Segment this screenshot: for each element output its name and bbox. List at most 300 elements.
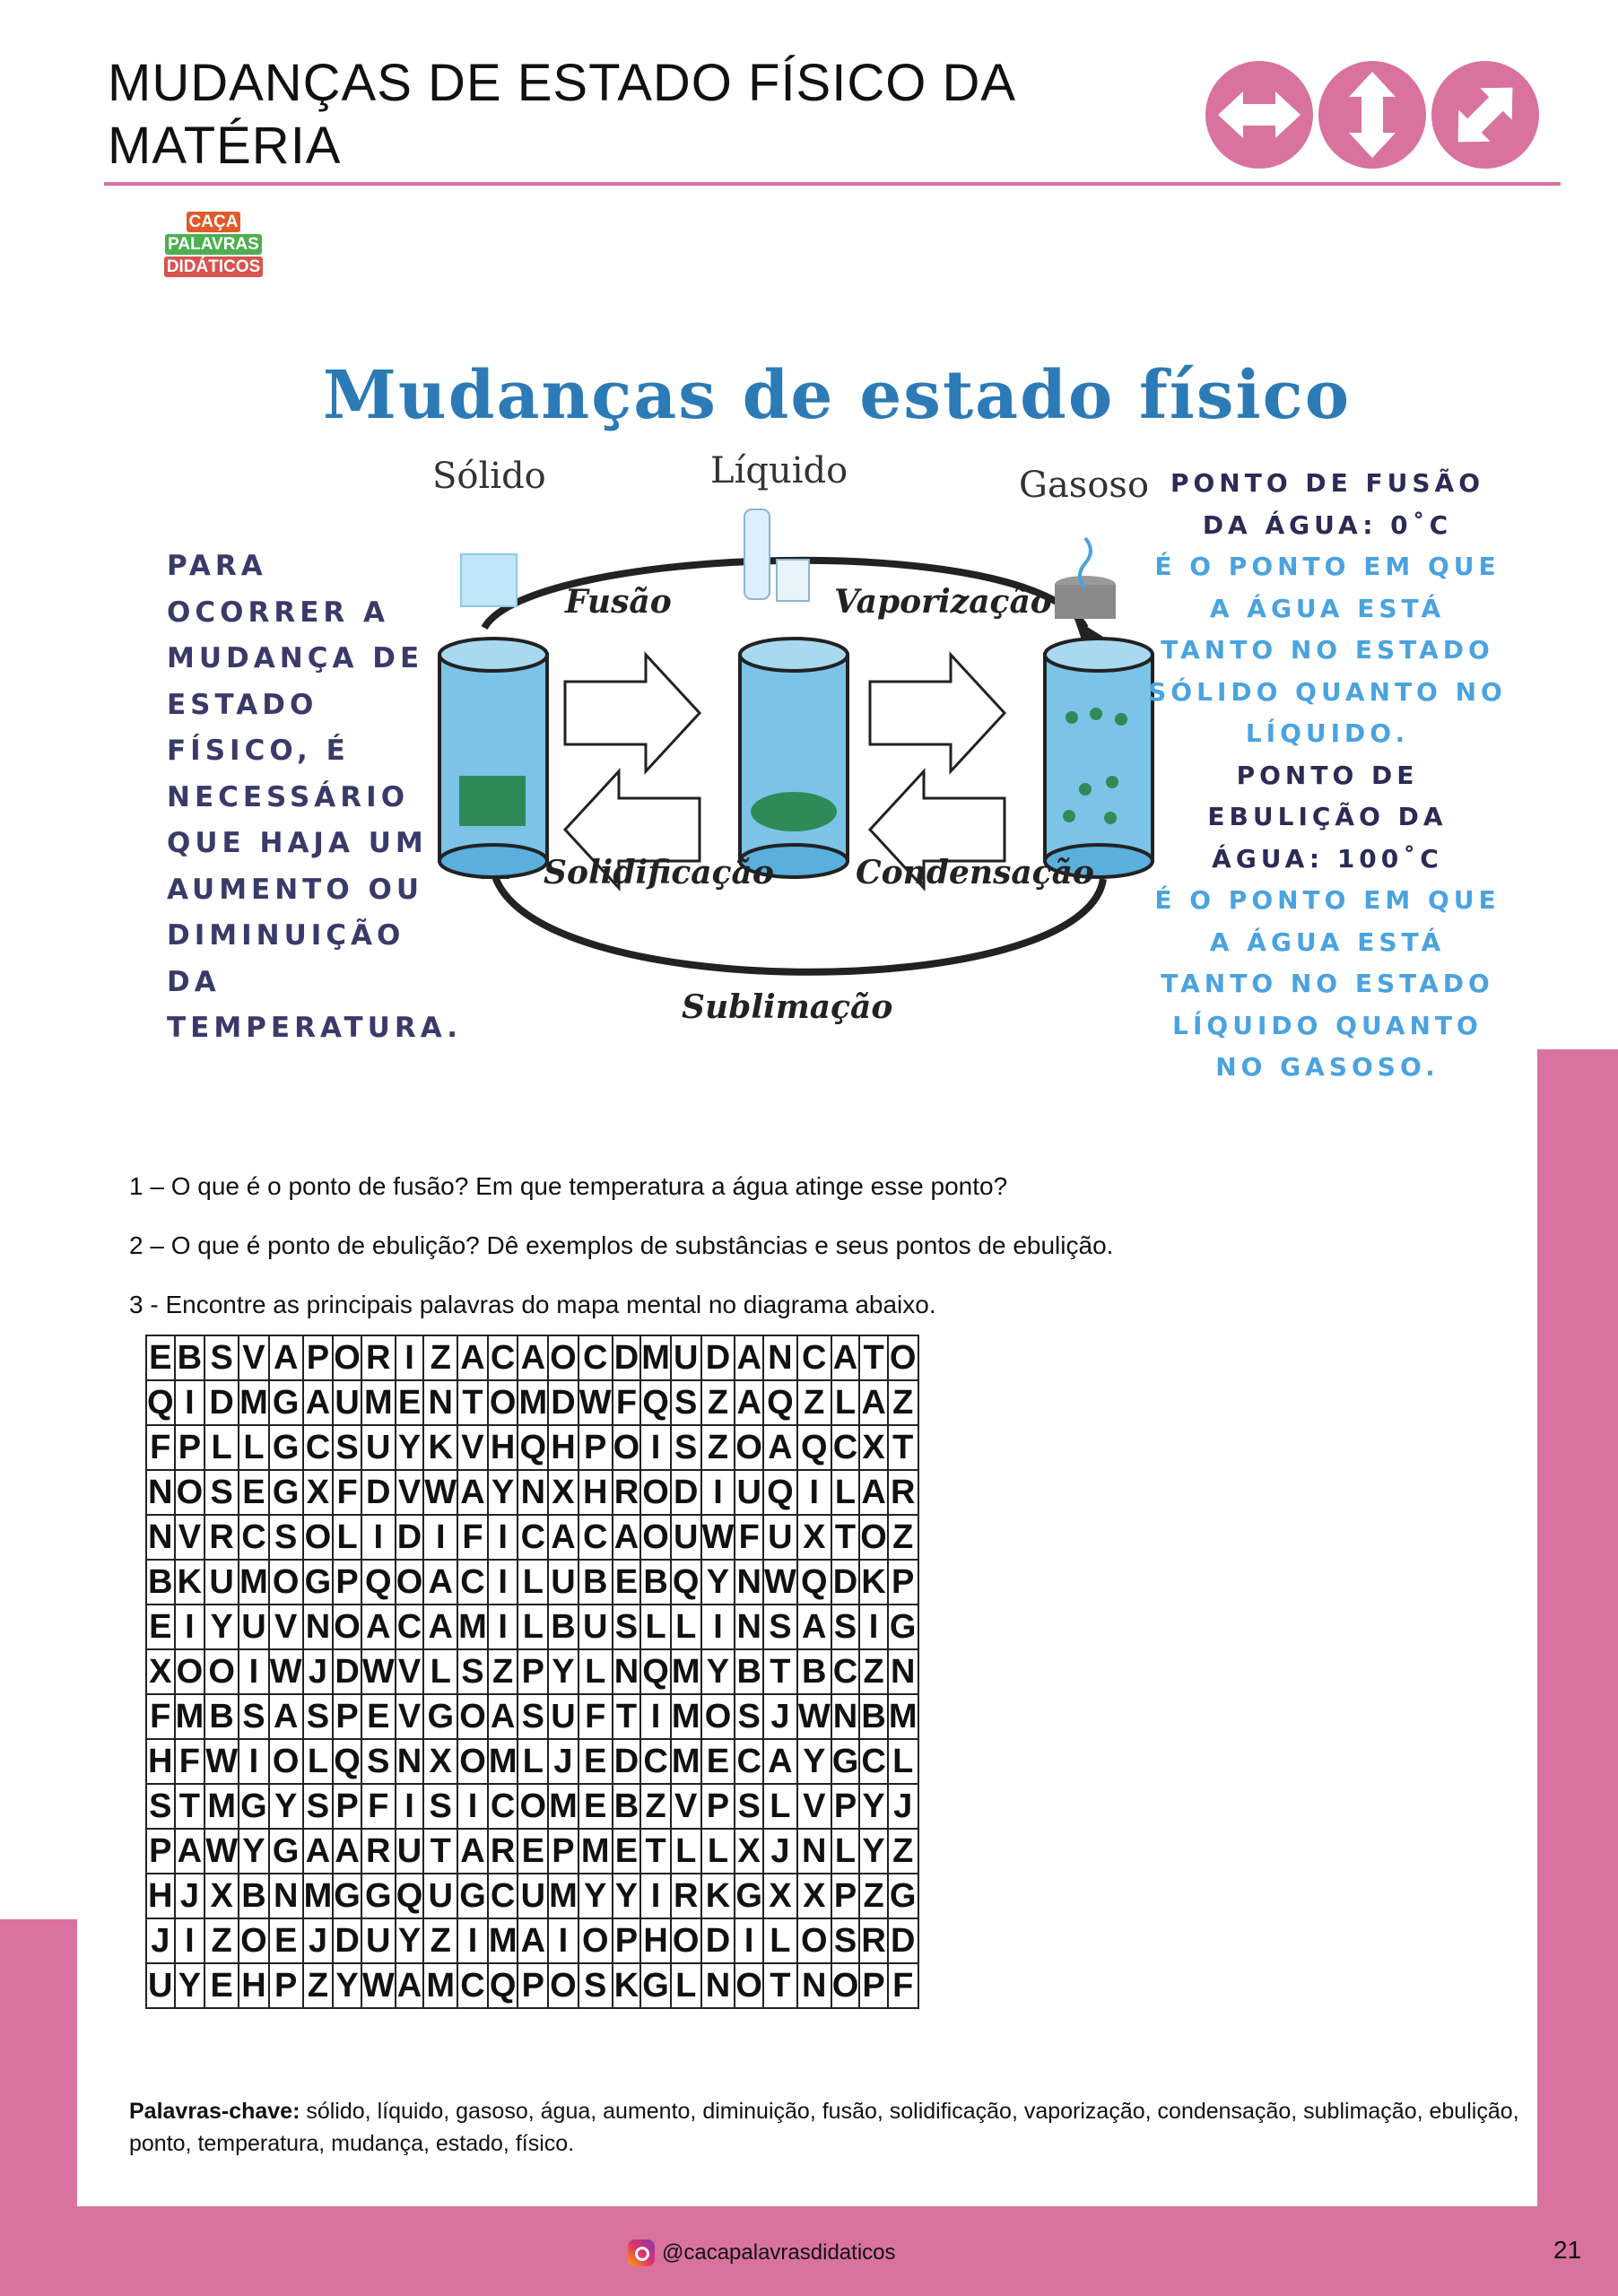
grid-cell[interactable]: F: [735, 1515, 763, 1560]
grid-cell[interactable]: W: [204, 1739, 239, 1784]
grid-cell[interactable]: X: [204, 1874, 239, 1918]
grid-cell[interactable]: I: [701, 1470, 735, 1515]
grid-cell[interactable]: V: [239, 1335, 269, 1380]
grid-cell[interactable]: H: [146, 1874, 175, 1918]
grid-cell[interactable]: E: [578, 1739, 613, 1784]
grid-cell[interactable]: L: [518, 1739, 548, 1784]
grid-cell[interactable]: T: [457, 1380, 488, 1425]
grid-cell[interactable]: B: [146, 1560, 175, 1605]
grid-cell[interactable]: C: [457, 1963, 488, 2008]
grid-cell[interactable]: S: [671, 1380, 701, 1425]
grid-cell[interactable]: C: [578, 1515, 613, 1560]
grid-cell[interactable]: G: [269, 1829, 303, 1874]
grid-cell[interactable]: E: [578, 1784, 613, 1829]
grid-cell[interactable]: N: [146, 1470, 175, 1515]
grid-cell[interactable]: P: [269, 1963, 303, 2008]
grid-cell[interactable]: J: [175, 1874, 205, 1918]
grid-cell[interactable]: U: [396, 1829, 424, 1874]
grid-cell[interactable]: W: [361, 1963, 396, 2008]
grid-cell[interactable]: T: [763, 1963, 797, 2008]
grid-cell[interactable]: T: [423, 1829, 457, 1874]
grid-cell[interactable]: O: [518, 1784, 548, 1829]
grid-cell[interactable]: S: [269, 1515, 303, 1560]
grid-cell[interactable]: L: [518, 1560, 548, 1605]
grid-cell[interactable]: F: [457, 1515, 488, 1560]
grid-cell[interactable]: G: [457, 1874, 488, 1918]
grid-cell[interactable]: W: [797, 1694, 831, 1739]
grid-cell[interactable]: I: [361, 1515, 396, 1560]
grid-cell[interactable]: S: [146, 1784, 175, 1829]
grid-cell[interactable]: O: [396, 1560, 424, 1605]
grid-cell[interactable]: I: [239, 1739, 269, 1784]
grid-cell[interactable]: F: [578, 1694, 613, 1739]
grid-cell[interactable]: I: [548, 1918, 578, 1963]
grid-cell[interactable]: E: [701, 1739, 735, 1784]
grid-cell[interactable]: Q: [146, 1380, 175, 1425]
grid-cell[interactable]: U: [735, 1470, 763, 1515]
grid-cell[interactable]: Z: [859, 1874, 888, 1918]
grid-cell[interactable]: A: [488, 1694, 518, 1739]
grid-cell[interactable]: Y: [859, 1829, 888, 1874]
grid-cell[interactable]: I: [488, 1605, 518, 1649]
grid-cell[interactable]: G: [888, 1874, 918, 1918]
grid-cell[interactable]: S: [303, 1694, 334, 1739]
grid-cell[interactable]: M: [671, 1649, 701, 1694]
grid-cell[interactable]: N: [396, 1739, 424, 1784]
grid-cell[interactable]: P: [888, 1560, 918, 1605]
grid-cell[interactable]: G: [303, 1560, 334, 1605]
grid-cell[interactable]: Q: [763, 1470, 797, 1515]
grid-cell[interactable]: O: [239, 1918, 269, 1963]
grid-cell[interactable]: I: [396, 1784, 424, 1829]
grid-cell[interactable]: E: [613, 1560, 641, 1605]
grid-cell[interactable]: A: [333, 1829, 361, 1874]
grid-cell[interactable]: J: [548, 1739, 578, 1784]
grid-cell[interactable]: J: [763, 1829, 797, 1874]
grid-cell[interactable]: G: [735, 1874, 763, 1918]
grid-cell[interactable]: Q: [640, 1649, 671, 1694]
grid-cell[interactable]: A: [269, 1335, 303, 1380]
grid-cell[interactable]: Q: [396, 1874, 424, 1918]
grid-cell[interactable]: K: [859, 1560, 888, 1605]
grid-cell[interactable]: Q: [361, 1560, 396, 1605]
grid-cell[interactable]: E: [361, 1694, 396, 1739]
grid-cell[interactable]: M: [888, 1694, 918, 1739]
grid-cell[interactable]: Y: [578, 1874, 613, 1918]
grid-cell[interactable]: C: [488, 1874, 518, 1918]
grid-cell[interactable]: P: [303, 1335, 334, 1380]
grid-cell[interactable]: E: [239, 1470, 269, 1515]
grid-cell[interactable]: T: [640, 1829, 671, 1874]
grid-cell[interactable]: D: [204, 1380, 239, 1425]
grid-cell[interactable]: O: [269, 1739, 303, 1784]
grid-cell[interactable]: A: [457, 1335, 488, 1380]
grid-cell[interactable]: M: [175, 1694, 205, 1739]
grid-cell[interactable]: Z: [423, 1918, 457, 1963]
grid-cell[interactable]: F: [333, 1470, 361, 1515]
grid-cell[interactable]: F: [613, 1380, 641, 1425]
grid-cell[interactable]: T: [175, 1784, 205, 1829]
grid-cell[interactable]: I: [175, 1605, 205, 1649]
grid-cell[interactable]: N: [735, 1605, 763, 1649]
grid-cell[interactable]: Z: [204, 1918, 239, 1963]
grid-cell[interactable]: O: [735, 1425, 763, 1470]
grid-cell[interactable]: O: [859, 1515, 888, 1560]
grid-cell[interactable]: R: [613, 1470, 641, 1515]
grid-cell[interactable]: E: [518, 1829, 548, 1874]
grid-cell[interactable]: L: [578, 1649, 613, 1694]
grid-cell[interactable]: L: [831, 1380, 860, 1425]
grid-cell[interactable]: L: [831, 1470, 860, 1515]
grid-cell[interactable]: A: [797, 1605, 831, 1649]
grid-cell[interactable]: A: [831, 1335, 860, 1380]
grid-cell[interactable]: O: [548, 1335, 578, 1380]
grid-cell[interactable]: G: [361, 1874, 396, 1918]
grid-cell[interactable]: M: [361, 1380, 396, 1425]
grid-cell[interactable]: Z: [701, 1425, 735, 1470]
grid-cell[interactable]: G: [269, 1380, 303, 1425]
grid-cell[interactable]: N: [797, 1829, 831, 1874]
grid-cell[interactable]: Z: [859, 1649, 888, 1694]
grid-cell[interactable]: S: [239, 1694, 269, 1739]
grid-cell[interactable]: O: [888, 1335, 918, 1380]
grid-cell[interactable]: I: [457, 1784, 488, 1829]
grid-cell[interactable]: Z: [888, 1380, 918, 1425]
grid-cell[interactable]: B: [578, 1560, 613, 1605]
grid-cell[interactable]: T: [613, 1694, 641, 1739]
grid-cell[interactable]: C: [457, 1560, 488, 1605]
grid-cell[interactable]: L: [333, 1515, 361, 1560]
grid-cell[interactable]: M: [548, 1784, 578, 1829]
grid-cell[interactable]: E: [613, 1829, 641, 1874]
grid-cell[interactable]: Y: [548, 1649, 578, 1694]
grid-cell[interactable]: O: [831, 1963, 860, 2008]
grid-cell[interactable]: O: [204, 1649, 239, 1694]
grid-cell[interactable]: B: [613, 1784, 641, 1829]
grid-cell[interactable]: W: [763, 1560, 797, 1605]
grid-cell[interactable]: R: [361, 1829, 396, 1874]
grid-cell[interactable]: R: [361, 1335, 396, 1380]
grid-cell[interactable]: X: [763, 1874, 797, 1918]
grid-cell[interactable]: W: [701, 1515, 735, 1560]
grid-cell[interactable]: G: [269, 1470, 303, 1515]
grid-cell[interactable]: Z: [888, 1829, 918, 1874]
grid-cell[interactable]: C: [518, 1515, 548, 1560]
grid-cell[interactable]: F: [175, 1739, 205, 1784]
grid-cell[interactable]: G: [888, 1605, 918, 1649]
grid-cell[interactable]: W: [204, 1829, 239, 1874]
grid-cell[interactable]: A: [518, 1335, 548, 1380]
grid-cell[interactable]: Y: [613, 1874, 641, 1918]
grid-cell[interactable]: H: [640, 1918, 671, 1963]
grid-cell[interactable]: S: [763, 1605, 797, 1649]
grid-cell[interactable]: I: [859, 1605, 888, 1649]
grid-cell[interactable]: L: [204, 1425, 239, 1470]
grid-cell[interactable]: Y: [239, 1829, 269, 1874]
grid-cell[interactable]: D: [396, 1515, 424, 1560]
grid-cell[interactable]: H: [146, 1739, 175, 1784]
grid-cell[interactable]: D: [548, 1380, 578, 1425]
grid-cell[interactable]: L: [303, 1739, 334, 1784]
grid-cell[interactable]: N: [269, 1874, 303, 1918]
grid-cell[interactable]: J: [763, 1694, 797, 1739]
grid-cell[interactable]: E: [204, 1963, 239, 2008]
grid-cell[interactable]: B: [175, 1335, 205, 1380]
grid-cell[interactable]: S: [333, 1425, 361, 1470]
grid-cell[interactable]: I: [423, 1515, 457, 1560]
grid-cell[interactable]: U: [361, 1425, 396, 1470]
grid-cell[interactable]: I: [735, 1918, 763, 1963]
grid-cell[interactable]: Z: [303, 1963, 334, 2008]
grid-cell[interactable]: I: [175, 1380, 205, 1425]
grid-cell[interactable]: A: [548, 1515, 578, 1560]
grid-cell[interactable]: C: [396, 1605, 424, 1649]
grid-cell[interactable]: A: [613, 1515, 641, 1560]
grid-cell[interactable]: L: [671, 1829, 701, 1874]
grid-cell[interactable]: I: [640, 1425, 671, 1470]
grid-cell[interactable]: W: [361, 1649, 396, 1694]
grid-cell[interactable]: C: [640, 1739, 671, 1784]
grid-cell[interactable]: B: [204, 1694, 239, 1739]
grid-cell[interactable]: O: [548, 1963, 578, 2008]
grid-cell[interactable]: M: [204, 1784, 239, 1829]
grid-cell[interactable]: O: [333, 1605, 361, 1649]
grid-cell[interactable]: C: [578, 1335, 613, 1380]
grid-cell[interactable]: B: [640, 1560, 671, 1605]
grid-cell[interactable]: E: [146, 1335, 175, 1380]
grid-cell[interactable]: O: [269, 1560, 303, 1605]
grid-cell[interactable]: O: [488, 1380, 518, 1425]
grid-cell[interactable]: P: [518, 1649, 548, 1694]
grid-cell[interactable]: A: [303, 1380, 334, 1425]
grid-cell[interactable]: M: [548, 1874, 578, 1918]
grid-cell[interactable]: K: [701, 1874, 735, 1918]
grid-cell[interactable]: O: [457, 1739, 488, 1784]
grid-cell[interactable]: O: [797, 1918, 831, 1963]
grid-cell[interactable]: O: [333, 1335, 361, 1380]
grid-cell[interactable]: V: [671, 1784, 701, 1829]
grid-cell[interactable]: U: [361, 1918, 396, 1963]
grid-cell[interactable]: O: [701, 1694, 735, 1739]
grid-cell[interactable]: V: [269, 1605, 303, 1649]
grid-cell[interactable]: A: [423, 1605, 457, 1649]
grid-cell[interactable]: M: [303, 1874, 334, 1918]
grid-cell[interactable]: G: [333, 1874, 361, 1918]
grid-cell[interactable]: C: [797, 1335, 831, 1380]
grid-cell[interactable]: M: [671, 1739, 701, 1784]
grid-cell[interactable]: K: [613, 1963, 641, 2008]
grid-cell[interactable]: A: [763, 1739, 797, 1784]
grid-cell[interactable]: G: [831, 1739, 860, 1784]
grid-cell[interactable]: P: [831, 1874, 860, 1918]
grid-cell[interactable]: P: [333, 1560, 361, 1605]
grid-cell[interactable]: X: [548, 1470, 578, 1515]
grid-cell[interactable]: S: [831, 1918, 860, 1963]
grid-cell[interactable]: Q: [518, 1425, 548, 1470]
grid-cell[interactable]: P: [146, 1829, 175, 1874]
grid-cell[interactable]: D: [361, 1470, 396, 1515]
grid-cell[interactable]: S: [303, 1784, 334, 1829]
grid-cell[interactable]: N: [423, 1380, 457, 1425]
grid-cell[interactable]: G: [640, 1963, 671, 2008]
grid-cell[interactable]: N: [303, 1605, 334, 1649]
grid-cell[interactable]: X: [859, 1425, 888, 1470]
grid-cell[interactable]: Y: [269, 1784, 303, 1829]
grid-cell[interactable]: N: [613, 1649, 641, 1694]
grid-cell[interactable]: A: [735, 1335, 763, 1380]
grid-cell[interactable]: C: [239, 1515, 269, 1560]
grid-cell[interactable]: S: [361, 1739, 396, 1784]
grid-cell[interactable]: R: [671, 1874, 701, 1918]
grid-cell[interactable]: G: [269, 1425, 303, 1470]
grid-cell[interactable]: O: [671, 1918, 701, 1963]
grid-cell[interactable]: D: [831, 1560, 860, 1605]
grid-cell[interactable]: A: [763, 1425, 797, 1470]
grid-cell[interactable]: A: [303, 1829, 334, 1874]
grid-cell[interactable]: A: [457, 1829, 488, 1874]
grid-cell[interactable]: V: [396, 1649, 424, 1694]
grid-cell[interactable]: M: [518, 1380, 548, 1425]
grid-cell[interactable]: D: [701, 1335, 735, 1380]
grid-cell[interactable]: N: [518, 1470, 548, 1515]
grid-cell[interactable]: S: [204, 1335, 239, 1380]
grid-cell[interactable]: U: [146, 1963, 175, 2008]
grid-cell[interactable]: O: [175, 1649, 205, 1694]
grid-cell[interactable]: G: [239, 1784, 269, 1829]
grid-cell[interactable]: Y: [333, 1963, 361, 2008]
grid-cell[interactable]: A: [457, 1470, 488, 1515]
grid-cell[interactable]: A: [735, 1380, 763, 1425]
grid-cell[interactable]: L: [701, 1829, 735, 1874]
grid-cell[interactable]: M: [578, 1829, 613, 1874]
grid-cell[interactable]: I: [640, 1694, 671, 1739]
grid-cell[interactable]: C: [831, 1425, 860, 1470]
grid-cell[interactable]: X: [797, 1874, 831, 1918]
grid-cell[interactable]: P: [548, 1829, 578, 1874]
grid-cell[interactable]: Q: [333, 1739, 361, 1784]
grid-cell[interactable]: R: [488, 1829, 518, 1874]
grid-cell[interactable]: U: [548, 1560, 578, 1605]
grid-cell[interactable]: A: [361, 1605, 396, 1649]
grid-cell[interactable]: D: [701, 1918, 735, 1963]
grid-cell[interactable]: Q: [640, 1380, 671, 1425]
grid-cell[interactable]: C: [303, 1425, 334, 1470]
grid-cell[interactable]: X: [735, 1829, 763, 1874]
grid-cell[interactable]: B: [797, 1649, 831, 1694]
grid-cell[interactable]: V: [797, 1784, 831, 1829]
grid-cell[interactable]: A: [396, 1963, 424, 2008]
grid-cell[interactable]: P: [831, 1784, 860, 1829]
grid-cell[interactable]: N: [888, 1649, 918, 1694]
grid-cell[interactable]: D: [613, 1335, 641, 1380]
grid-cell[interactable]: A: [518, 1918, 548, 1963]
grid-cell[interactable]: S: [671, 1425, 701, 1470]
grid-cell[interactable]: P: [613, 1918, 641, 1963]
grid-cell[interactable]: H: [239, 1963, 269, 2008]
grid-cell[interactable]: U: [578, 1605, 613, 1649]
grid-cell[interactable]: M: [488, 1918, 518, 1963]
grid-cell[interactable]: U: [671, 1335, 701, 1380]
grid-cell[interactable]: Z: [797, 1380, 831, 1425]
grid-cell[interactable]: Z: [423, 1335, 457, 1380]
grid-cell[interactable]: J: [888, 1784, 918, 1829]
grid-cell[interactable]: Q: [488, 1963, 518, 2008]
grid-cell[interactable]: F: [146, 1425, 175, 1470]
grid-cell[interactable]: N: [735, 1560, 763, 1605]
grid-cell[interactable]: I: [640, 1874, 671, 1918]
grid-cell[interactable]: C: [859, 1739, 888, 1784]
grid-cell[interactable]: Z: [640, 1784, 671, 1829]
grid-cell[interactable]: V: [396, 1470, 424, 1515]
grid-cell[interactable]: C: [488, 1784, 518, 1829]
grid-cell[interactable]: O: [640, 1470, 671, 1515]
grid-cell[interactable]: A: [269, 1694, 303, 1739]
grid-cell[interactable]: T: [888, 1425, 918, 1470]
grid-cell[interactable]: R: [859, 1918, 888, 1963]
grid-cell[interactable]: I: [457, 1918, 488, 1963]
grid-cell[interactable]: N: [146, 1515, 175, 1560]
grid-cell[interactable]: J: [303, 1918, 334, 1963]
grid-cell[interactable]: T: [831, 1515, 860, 1560]
grid-cell[interactable]: Y: [859, 1784, 888, 1829]
grid-cell[interactable]: F: [888, 1963, 918, 2008]
grid-cell[interactable]: K: [175, 1560, 205, 1605]
grid-cell[interactable]: Q: [763, 1380, 797, 1425]
grid-cell[interactable]: P: [333, 1784, 361, 1829]
grid-cell[interactable]: P: [701, 1784, 735, 1829]
grid-cell[interactable]: U: [333, 1380, 361, 1425]
grid-cell[interactable]: W: [423, 1470, 457, 1515]
grid-cell[interactable]: L: [518, 1605, 548, 1649]
grid-cell[interactable]: X: [303, 1470, 334, 1515]
grid-cell[interactable]: C: [735, 1739, 763, 1784]
grid-cell[interactable]: O: [457, 1694, 488, 1739]
grid-cell[interactable]: N: [763, 1335, 797, 1380]
grid-cell[interactable]: Y: [797, 1739, 831, 1784]
grid-cell[interactable]: K: [423, 1425, 457, 1470]
grid-cell[interactable]: O: [303, 1515, 334, 1560]
grid-cell[interactable]: D: [888, 1918, 918, 1963]
grid-cell[interactable]: W: [269, 1649, 303, 1694]
grid-cell[interactable]: S: [204, 1470, 239, 1515]
grid-cell[interactable]: L: [640, 1605, 671, 1649]
grid-cell[interactable]: U: [518, 1874, 548, 1918]
grid-cell[interactable]: V: [175, 1515, 205, 1560]
grid-cell[interactable]: Y: [701, 1560, 735, 1605]
grid-cell[interactable]: S: [831, 1605, 860, 1649]
grid-cell[interactable]: P: [578, 1425, 613, 1470]
grid-cell[interactable]: U: [239, 1605, 269, 1649]
grid-cell[interactable]: O: [613, 1425, 641, 1470]
grid-cell[interactable]: I: [797, 1470, 831, 1515]
grid-cell[interactable]: D: [671, 1470, 701, 1515]
grid-cell[interactable]: M: [671, 1694, 701, 1739]
grid-cell[interactable]: Y: [396, 1425, 424, 1470]
grid-cell[interactable]: U: [763, 1515, 797, 1560]
grid-cell[interactable]: S: [423, 1784, 457, 1829]
grid-cell[interactable]: Q: [671, 1560, 701, 1605]
grid-cell[interactable]: X: [146, 1649, 175, 1694]
grid-cell[interactable]: C: [831, 1649, 860, 1694]
grid-cell[interactable]: N: [797, 1963, 831, 2008]
grid-cell[interactable]: D: [333, 1649, 361, 1694]
grid-cell[interactable]: L: [239, 1425, 269, 1470]
grid-cell[interactable]: P: [175, 1425, 205, 1470]
grid-cell[interactable]: Z: [701, 1380, 735, 1425]
grid-cell[interactable]: L: [831, 1829, 860, 1874]
grid-cell[interactable]: L: [671, 1963, 701, 2008]
grid-cell[interactable]: G: [423, 1694, 457, 1739]
